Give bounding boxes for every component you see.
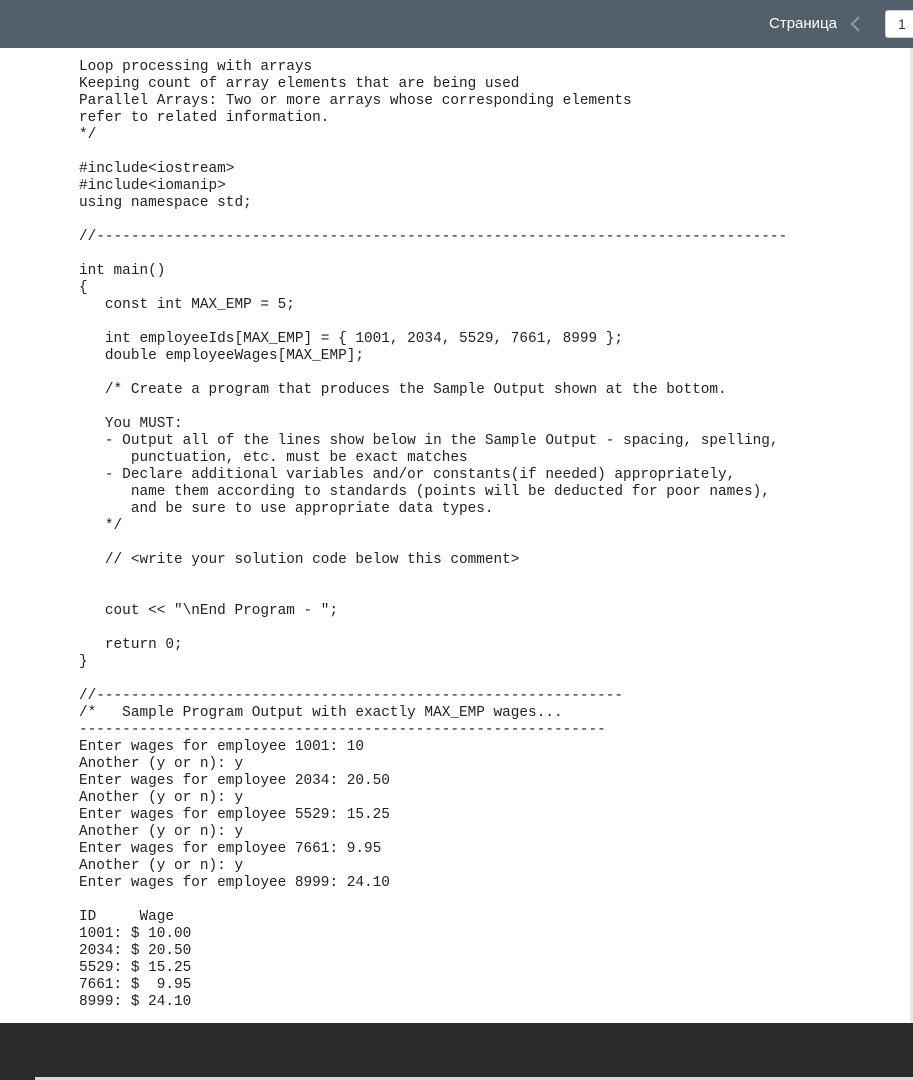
code-line: - Output all of the lines show below in the Sample Output - spacing, spelling, bbox=[79, 433, 779, 449]
viewer-toolbar bbox=[0, 0, 913, 48]
code-line bbox=[79, 535, 787, 552]
code-text bbox=[79, 59, 787, 1011]
code-line: #include<iomanip> bbox=[79, 178, 226, 194]
code-line bbox=[79, 569, 787, 586]
chevron-left-icon bbox=[844, 12, 868, 36]
bottom-bar bbox=[0, 1023, 913, 1080]
code-line: Parallel Arrays: Two or more arrays whose corresponding elements bbox=[79, 93, 632, 109]
code-line: const int MAX_EMP = 5; bbox=[79, 297, 295, 313]
code-line: punctuation, etc. must be exact matches bbox=[79, 450, 468, 466]
code-line: Another (y or n): y bbox=[79, 858, 244, 874]
code-line bbox=[79, 314, 787, 331]
code-line: Enter wages for employee 2034: 20.50 bbox=[79, 773, 390, 789]
code-line: //------------------------------------------------------------- bbox=[79, 688, 624, 704]
code-line: using namespace std; bbox=[79, 195, 252, 211]
code-line: #include<iostream> bbox=[79, 161, 235, 177]
code-line: Enter wages for employee 8999: 24.10 bbox=[79, 875, 390, 891]
code-line: /* Create a program that produces the Sample Output shown at the bottom. bbox=[79, 382, 727, 398]
code-line: 1001: $ 10.00 bbox=[79, 926, 192, 942]
code-line: // <write your solution code below this comment> bbox=[79, 552, 520, 568]
code-line bbox=[79, 586, 787, 603]
code-line: ------------------------------------------------------------- bbox=[79, 722, 606, 738]
page-number-input[interactable] bbox=[885, 10, 913, 38]
code-line: cout << "\nEnd Program - "; bbox=[79, 603, 339, 619]
code-line bbox=[79, 620, 787, 637]
code-line: Another (y or n): y bbox=[79, 756, 244, 772]
code-line: 2034: $ 20.50 bbox=[79, 943, 192, 959]
document-page bbox=[0, 48, 911, 1023]
code-line: and be sure to use appropriate data types. bbox=[79, 501, 494, 517]
code-line: return 0; bbox=[79, 637, 183, 653]
code-line: refer to related information. bbox=[79, 110, 330, 126]
code-line: You MUST: bbox=[79, 416, 183, 432]
code-line: /* Sample Program Output with exactly MAX_EMP wages... bbox=[79, 705, 563, 721]
code-line: Enter wages for employee 5529: 15.25 bbox=[79, 807, 390, 823]
code-line: - Declare additional variables and/or constants(if needed) appropriately, bbox=[79, 467, 736, 483]
code-line bbox=[79, 892, 787, 909]
code-line: Keeping count of array elements that are being used bbox=[79, 76, 520, 92]
previous-page-button[interactable] bbox=[844, 12, 868, 36]
code-line bbox=[79, 212, 787, 229]
code-line: { bbox=[79, 280, 88, 296]
code-line: } bbox=[79, 654, 88, 670]
code-line bbox=[79, 399, 787, 416]
code-line: name them according to standards (points will be deducted for poor names), bbox=[79, 484, 770, 500]
code-line: */ bbox=[79, 518, 123, 534]
code-line: int main() bbox=[79, 263, 166, 279]
code-line: //-------------------------------------------------------------------------------- bbox=[79, 229, 788, 245]
code-line: 5529: $ 15.25 bbox=[79, 960, 192, 976]
code-line: Enter wages for employee 7661: 9.95 bbox=[79, 841, 382, 857]
code-line: Another (y or n): y bbox=[79, 790, 244, 806]
code-line: Another (y or n): y bbox=[79, 824, 244, 840]
code-line bbox=[79, 671, 787, 688]
code-line: */ bbox=[79, 127, 97, 143]
code-line bbox=[79, 246, 787, 263]
code-line: int employeeIds[MAX_EMP] = { 1001, 2034, 5529, 7661, 8999 }; bbox=[79, 331, 624, 347]
code-line: ID Wage bbox=[79, 909, 174, 925]
code-line: 7661: $ 9.95 bbox=[79, 977, 192, 993]
code-line: 8999: $ 24.10 bbox=[79, 994, 192, 1010]
code-line: Enter wages for employee 1001: 10 bbox=[79, 739, 364, 755]
code-line bbox=[79, 144, 787, 161]
code-line: double employeeWages[MAX_EMP]; bbox=[79, 348, 364, 364]
page-label: Страница bbox=[769, 15, 837, 32]
code-line bbox=[79, 365, 787, 382]
code-line: Loop processing with arrays bbox=[79, 59, 313, 75]
